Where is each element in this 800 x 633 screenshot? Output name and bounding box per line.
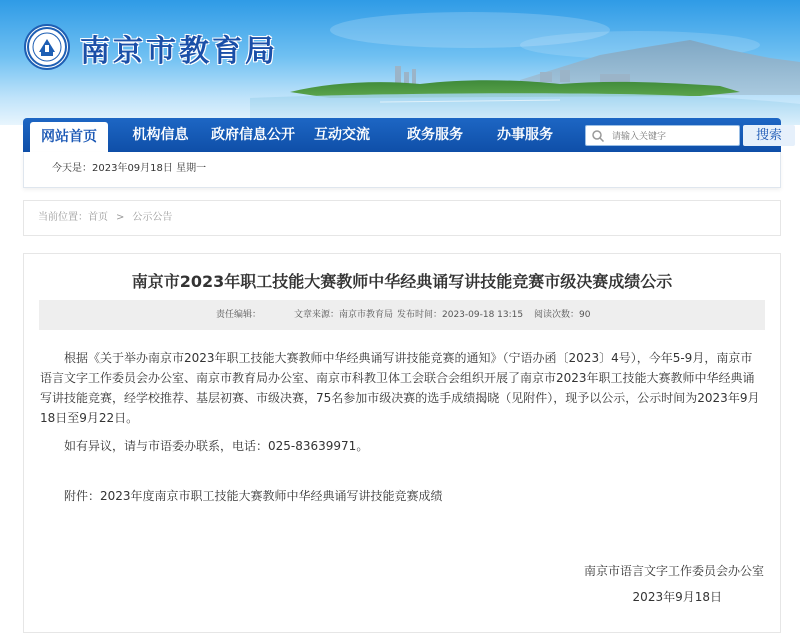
meta-published: 发布时间：2023-09-18 13:15 [397,310,524,320]
current-date: 今天是：2023年09月18日 星期一 [52,163,207,174]
breadcrumb-separator-icon: > [116,212,125,223]
article-meta-bar [39,300,765,330]
meta-source: 文章来源：南京市教育局 [294,310,394,320]
site-banner [0,0,800,125]
breadcrumb-label: 当前位置： [38,212,88,223]
nav-item-gov-info[interactable]: 政府信息公开 [211,127,295,143]
search-icon [591,129,605,143]
site-title[interactable]: 南京市教育局 [80,34,278,69]
article-paragraph-contact: 如有异议，请与市语委办联系，电话：025-83639971。 [64,439,369,453]
search-button[interactable]: 搜索 [743,125,795,146]
main-nav [23,118,781,152]
meta-views: 阅读次数：90 [534,310,591,320]
article-title: 南京市2023年职工技能大赛教师中华经典诵写讲技能竞赛市级决赛成绩公示 [131,272,673,291]
nav-item-home[interactable]: 网站首页 [30,122,108,152]
date-bar [23,152,781,188]
article-container [23,253,781,633]
breadcrumb-item-home[interactable]: 首页 [88,212,108,223]
breadcrumb [38,201,172,235]
nanjing-education-emblem-icon[interactable] [24,24,70,70]
breadcrumb-item-announcements[interactable]: 公示公告 [132,212,173,223]
article-attachment-link[interactable]: 附件：2023年度南京市职工技能大赛教师中华经典诵写讲技能竞赛成绩 [64,489,443,503]
meta-editor: 责任编辑： [216,310,262,320]
breadcrumb-box [23,200,781,236]
article-paragraph: 根据《关于举办南京市2023年职工技能大赛教师中华经典诵写讲技能竞赛的通知》（宁语办函〔2023〕4号），今年5-9月，南京市语言文字工作委员会办公室、南京市教育局办公室、南京市科教卫体工会联合会组织开展了南京市2023年职工技能大赛教师中华经典诵写讲技能竞赛，经学校推荐、基层初赛、市级决赛，75名参加市级决赛的选手成绩揭晓（见附件），现予以公示，公示时间为2023年9月18日至9月22日。 [40,351,760,425]
article-sign-date: 2023年9月18日 [632,590,722,604]
search-input[interactable] [585,125,740,146]
nav-item-organization[interactable]: 机构信息 [132,127,189,143]
article-signer: 南京市语言文字工作委员会办公室 [583,564,764,578]
nav-item-affairs-services[interactable]: 办事服务 [497,127,553,143]
nav-item-gov-services[interactable]: 政务服务 [407,127,463,143]
nav-item-interaction[interactable]: 互动交流 [314,127,370,143]
